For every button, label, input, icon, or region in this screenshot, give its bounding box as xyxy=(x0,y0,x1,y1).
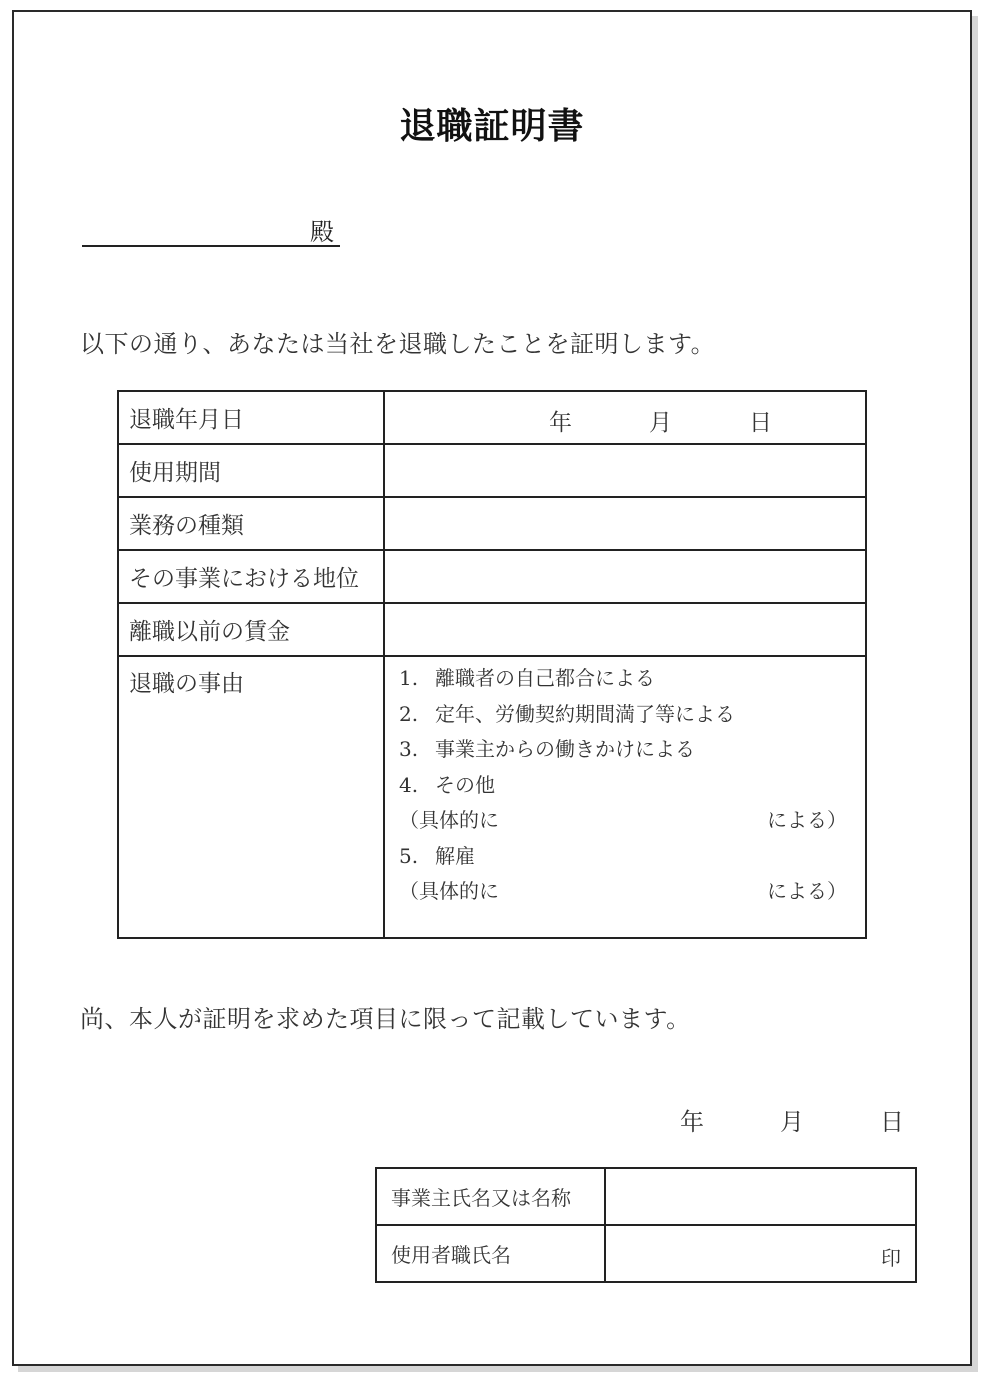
reason-number: 3. xyxy=(399,737,419,761)
row-label-wages: 離職以前の賃金 xyxy=(118,603,384,656)
table-row xyxy=(376,1225,916,1282)
table-row xyxy=(118,603,866,656)
addressee-name-line[interactable] xyxy=(82,245,340,247)
reason-text: 事業主からの働きかけによる xyxy=(435,737,695,761)
certificate-details-table xyxy=(117,390,867,939)
issue-date-month-label: 月 xyxy=(780,1108,804,1136)
reason-detail-prefix: （具体的に xyxy=(399,879,499,903)
row-label-retirement-reason: 退職の事由 xyxy=(118,656,384,938)
intro-statement: 以下の通り、あなたは当社を退職したことを証明します。 xyxy=(80,330,716,358)
table-row xyxy=(118,391,866,444)
position-field[interactable] xyxy=(384,550,866,603)
retirement-reason-field[interactable] xyxy=(384,656,866,938)
reason-option[interactable] xyxy=(399,697,847,733)
addressee-honorific: 殿 xyxy=(310,218,334,246)
table-row xyxy=(118,497,866,550)
wages-field[interactable] xyxy=(384,603,866,656)
reason-number: 2. xyxy=(399,701,419,726)
job-type-field[interactable] xyxy=(384,497,866,550)
employer-name-field[interactable] xyxy=(605,1168,916,1225)
reason-number: 5. xyxy=(399,843,419,868)
reason-number: 4. xyxy=(399,772,419,797)
seal-mark: 印 xyxy=(881,1246,901,1270)
reason-text: 解雇 xyxy=(435,843,475,868)
signature-table xyxy=(375,1167,917,1283)
reason-text: その他 xyxy=(435,772,495,797)
reason-detail-prefix: （具体的に xyxy=(399,808,499,832)
reason-text: 定年、労働契約期間満了等による xyxy=(435,701,735,726)
document-title: 退職証明書 xyxy=(399,105,585,147)
reason-option[interactable] xyxy=(399,839,847,875)
reason-option[interactable] xyxy=(399,732,847,768)
reason-text: 離職者の自己都合による xyxy=(435,666,655,690)
retirement-date-field[interactable] xyxy=(384,391,866,444)
row-label-retirement-date: 退職年月日 xyxy=(118,391,384,444)
table-row xyxy=(376,1168,916,1225)
issue-date-day-label: 日 xyxy=(880,1108,904,1136)
issue-date-year-label: 年 xyxy=(680,1108,704,1136)
officer-name-field[interactable] xyxy=(605,1225,916,1282)
reason-detail-suffix: による） xyxy=(767,808,847,832)
date-year-label: 年 xyxy=(549,410,572,436)
date-month-label: 月 xyxy=(649,410,672,436)
employment-period-field[interactable] xyxy=(384,444,866,497)
reason-option[interactable] xyxy=(399,661,847,697)
reason-detail-line[interactable] xyxy=(399,874,847,910)
row-label-position: その事業における地位 xyxy=(118,550,384,603)
reason-detail-line[interactable] xyxy=(399,803,847,839)
reason-detail-suffix: による） xyxy=(767,879,847,903)
certificate-page xyxy=(12,10,972,1366)
row-label-job-type: 業務の種類 xyxy=(118,497,384,550)
table-row xyxy=(118,444,866,497)
row-label-employment-period: 使用期間 xyxy=(118,444,384,497)
closing-note: 尚、本人が証明を求めた項目に限って記載しています。 xyxy=(80,1005,691,1033)
table-row xyxy=(118,656,866,938)
table-row xyxy=(118,550,866,603)
officer-name-label: 使用者職氏名 xyxy=(376,1225,605,1282)
employer-name-label: 事業主氏名又は名称 xyxy=(376,1168,605,1225)
date-day-label: 日 xyxy=(749,410,772,436)
reason-number: 1. xyxy=(399,666,419,690)
reason-option[interactable] xyxy=(399,768,847,804)
